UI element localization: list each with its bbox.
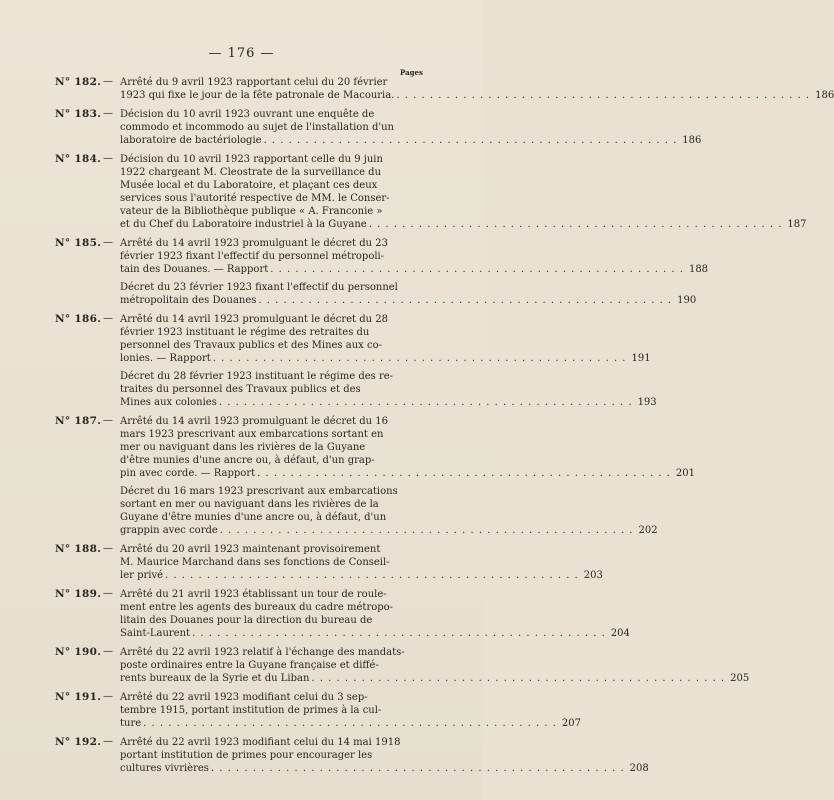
entry-text: litain des Douanes pour la direction du bureau de <box>120 615 373 626</box>
entry-sub-decree <box>120 370 657 409</box>
entry-line <box>120 108 430 121</box>
index-entry <box>0 543 603 582</box>
entry-body <box>120 543 603 582</box>
leader-dots: . . . . . . . . . . . . . . . . . . . . . . . . . . . . . . . . . . . . . . . . . . . . . . . . . . <box>311 673 726 684</box>
entry-text: mars 1923 prescrivant aux embarcations sortant en <box>120 429 384 440</box>
leader-dots: . . . . . . . . . . . . . . . . . . . . . . . . . . . . . . . . . . . . . . . . . . . . . . . . . . <box>258 295 673 306</box>
entry-body <box>120 76 834 102</box>
entry-text: Décision du 10 avril 1923 ouvrant une enquête de <box>120 109 375 120</box>
entry-text: Arrêté du 21 avril 1923 établissant un tour de roule- <box>120 589 387 600</box>
page-reference: 186 <box>682 135 702 146</box>
entry-number: N° 186. <box>55 313 102 325</box>
page-number: — 176 — <box>208 46 275 61</box>
page-reference: 204 <box>610 628 630 639</box>
entry-line <box>120 614 430 627</box>
leader-dots: . . . . . . . . . . . . . . . . . . . . . . . . . . . . . . . . . . . . . . . . . . . . . . . . . . <box>219 525 634 536</box>
index-entry <box>0 588 630 640</box>
entry-line <box>120 556 430 569</box>
entry-text: Mines aux colonies <box>120 397 217 408</box>
entry-line <box>120 524 658 537</box>
entry-text: personnel des Travaux publics et des Mines aux co- <box>120 340 382 351</box>
entry-line <box>120 192 430 205</box>
entry-line <box>120 153 430 166</box>
entry-line <box>120 76 430 89</box>
entry-text: Arrêté du 14 avril 1923 promulguant le décret du 16 <box>120 416 388 427</box>
entry-text: cultures vivrières <box>120 763 209 774</box>
entry-dash: — <box>103 108 113 119</box>
entry-line <box>120 166 430 179</box>
entry-line <box>120 428 430 441</box>
leader-dots: . . . . . . . . . . . . . . . . . . . . . . . . . . . . . . . . . . . . . . . . . . . . . . . . . . <box>165 570 579 581</box>
page-reference: 191 <box>631 353 651 364</box>
entry-text: pin avec corde. — Rapport <box>120 468 256 479</box>
page-reference: 208 <box>629 763 649 774</box>
entry-text: février 1923 instituant le régime des retraites du <box>120 327 370 338</box>
entry-text: commodo et incommodo au sujet de l'installation d'un <box>120 122 394 133</box>
entry-number: N° 192. <box>55 736 102 748</box>
page-reference: 207 <box>561 718 581 729</box>
entry-text: Décision du 10 avril 1923 rapportant celle du 9 juin <box>120 154 383 165</box>
entry-text: services sous l'autorité respective de MM. le Conser- <box>120 193 390 204</box>
index-entry <box>0 646 750 685</box>
entry-number: N° 182. <box>55 76 102 88</box>
entry-line <box>120 749 430 762</box>
entry-number: N° 190. <box>55 646 102 658</box>
entry-text: grappin avec corde <box>120 525 218 536</box>
entry-line <box>120 659 430 672</box>
index-entry <box>0 415 695 537</box>
entry-body <box>120 237 709 276</box>
entry-dash: — <box>103 237 113 248</box>
page-reference: 187 <box>787 219 807 230</box>
leader-dots: . . . . . . . . . . . . . . . . . . . . . . . . . . . . . . . . . . . . . . . . . . . . . . . . . . <box>192 628 606 639</box>
entry-line <box>120 691 430 704</box>
entry-text: d'être munies d'une ancre ou, à défaut, d'un grap- <box>120 455 375 466</box>
entry-line <box>120 441 430 454</box>
leader-dots: . . . . . . . . . . . . . . . . . . . . . . . . . . . . . . . . . . . . . . . . . . . . . . . . . . <box>263 135 678 146</box>
entry-line <box>120 762 649 775</box>
entry-line <box>120 704 430 717</box>
entry-dash: — <box>103 313 113 324</box>
leader-dots: . . . . . . . . . . . . . . . . . . . . . . . . . . . . . . . . . . . . . . . . . . . . . . . . . . <box>270 264 684 275</box>
entry-dash: — <box>103 153 113 164</box>
entry-number: N° 188. <box>55 543 102 555</box>
index-entry <box>0 313 657 409</box>
entry-body <box>120 588 630 640</box>
entry-line <box>120 672 750 685</box>
entry-line <box>120 467 695 480</box>
entry-line <box>120 588 430 601</box>
entry-line <box>120 121 430 134</box>
entry-line <box>120 383 430 396</box>
entry-text: vateur de la Bibliothèque publique « A. Franconie » <box>120 206 383 217</box>
entry-line <box>120 485 430 498</box>
entry-dash: — <box>103 543 113 554</box>
entry-text: mer ou naviguant dans les rivières de la Guyane <box>120 442 366 453</box>
entry-number: N° 191. <box>55 691 102 703</box>
entry-dash: — <box>103 588 113 599</box>
leader-dots: . . . . . . . . . . . . . . . . . . . . . . . . . . . . . . . . . . . . . . . . . . . . . . . . . . <box>212 353 627 364</box>
page-reference: 203 <box>583 570 603 581</box>
entry-number: N° 187. <box>55 415 102 427</box>
entry-text: ler privé <box>120 570 164 581</box>
entry-text: M. Maurice Marchand dans ses fonctions de Conseil- <box>120 557 390 568</box>
entry-line <box>120 396 657 409</box>
entry-line <box>120 281 430 294</box>
entry-text: et du Chef du Laboratoire industriel à la Guyane <box>120 219 367 230</box>
entry-line <box>120 543 430 556</box>
entry-text: Arrêté du 22 avril 1923 relatif à l'échange des mandats- <box>120 647 405 658</box>
entry-line <box>120 339 430 352</box>
entry-dash: — <box>103 415 113 426</box>
entry-line <box>120 263 709 276</box>
entry-body <box>120 691 581 730</box>
entry-dash: — <box>103 736 113 747</box>
entry-line <box>120 250 430 263</box>
entry-text: tain des Douanes. — Rapport <box>120 264 269 275</box>
entry-text: Musée local et du Laboratoire, et plaçant ces deux <box>120 180 378 191</box>
leader-dots: . . . . . . . . . . . . . . . . . . . . . . . . . . . . . . . . . . . . . . . . . . . . . . . . . . <box>396 90 811 101</box>
entry-line <box>120 454 430 467</box>
page-reference: 186 <box>815 90 834 101</box>
entry-text: février 1923 fixant l'effectif du personnel métropoli- <box>120 251 385 262</box>
entry-line <box>120 627 630 640</box>
entry-text: Décret du 28 février 1923 instituant le régime des re- <box>120 371 394 382</box>
entry-line <box>120 646 430 659</box>
entry-text: laboratoire de bactériologie <box>120 135 262 146</box>
entry-line <box>120 717 581 730</box>
page-reference: 205 <box>730 673 750 684</box>
entry-text: traites du personnel des Travaux publics et des <box>120 384 361 395</box>
entry-line <box>120 89 834 102</box>
entry-line <box>120 511 430 524</box>
index-entries <box>0 76 834 781</box>
entry-text: Décret du 23 février 1923 fixant l'effectif du personnel <box>120 282 398 293</box>
entry-text: Arrêté du 22 avril 1923 modifiant celui du 3 sep- <box>120 692 368 703</box>
entry-text: métropolitain des Douanes <box>120 295 257 306</box>
entry-line <box>120 179 430 192</box>
pages-column-label: Pages <box>400 68 423 77</box>
page-reference: 202 <box>638 525 658 536</box>
entry-sub-decree <box>120 485 658 537</box>
index-entry <box>0 76 834 102</box>
entry-dash: — <box>103 646 113 657</box>
entry-number: N° 183. <box>55 108 102 120</box>
entry-dash: — <box>103 76 113 87</box>
leader-dots: . . . . . . . . . . . . . . . . . . . . . . . . . . . . . . . . . . . . . . . . . . . . . . . . . . <box>210 763 625 774</box>
entry-text: ment entre les agents des bureaux du cadre métropo- <box>120 602 394 613</box>
entry-text: Arrêté du 14 avril 1923 promulguant le décret du 23 <box>120 238 388 249</box>
page-reference: 201 <box>675 468 695 479</box>
entry-line <box>120 352 651 365</box>
entry-text: rents bureaux de la Syrie et du Liban <box>120 673 310 684</box>
entry-line <box>120 313 430 326</box>
entry-number: N° 184. <box>55 153 102 165</box>
entry-body <box>120 313 651 365</box>
entry-text: sortant en mer ou naviguant dans les rivières de la <box>120 499 379 510</box>
entry-line <box>120 498 430 511</box>
entry-text: tembre 1915, portant institution de primes à la cul- <box>120 705 382 716</box>
page-reference: 193 <box>637 397 657 408</box>
entry-text: 1922 chargeant M. Cleostrate de la surveillance du <box>120 167 382 178</box>
entry-number: N° 189. <box>55 588 102 600</box>
index-entry <box>0 736 649 775</box>
entry-number: N° 185. <box>55 237 102 249</box>
index-entry <box>0 153 807 231</box>
entry-body <box>120 415 695 480</box>
leader-dots: . . . . . . . . . . . . . . . . . . . . . . . . . . . . . . . . . . . . . . . . . . . . . . . . . . <box>257 468 671 479</box>
entry-line <box>120 134 702 147</box>
entry-line <box>120 326 430 339</box>
entry-body <box>120 153 807 231</box>
entry-line <box>120 370 430 383</box>
leader-dots: . . . . . . . . . . . . . . . . . . . . . . . . . . . . . . . . . . . . . . . . . . . . . . . . . . <box>143 718 557 729</box>
entry-text: ture <box>120 718 142 729</box>
leader-dots: . . . . . . . . . . . . . . . . . . . . . . . . . . . . . . . . . . . . . . . . . . . . . . . . . . <box>218 397 633 408</box>
entry-line <box>120 736 430 749</box>
leader-dots: . . . . . . . . . . . . . . . . . . . . . . . . . . . . . . . . . . . . . . . . . . . . . . . . . . <box>368 219 783 230</box>
index-entry <box>0 108 702 147</box>
entry-line <box>120 294 697 307</box>
page-reference: 188 <box>688 264 709 275</box>
entry-body <box>120 108 702 147</box>
entry-line <box>120 218 807 231</box>
entry-line <box>120 415 430 428</box>
entry-text: poste ordinaires entre la Guyane française et diffé- <box>120 660 379 671</box>
entry-text: Arrêté du 22 avril 1923 modifiant celui du 14 mai 1918 <box>120 737 401 748</box>
entry-text: portant institution de primes pour encourager les <box>120 750 373 761</box>
entry-text: Arrêté du 20 avril 1923 maintenant provisoirement <box>120 544 381 555</box>
entry-body <box>120 646 750 685</box>
entry-text: Arrêté du 9 avril 1923 rapportant celui du 20 février <box>120 77 388 88</box>
entry-text: Arrêté du 14 avril 1923 promulguant le décret du 28 <box>120 314 388 325</box>
entry-body <box>120 736 649 775</box>
entry-text: Guyane d'être munies d'une ancre ou, à défaut, d'un <box>120 512 387 523</box>
entry-line <box>120 601 430 614</box>
entry-text: Saint-Laurent <box>120 628 191 639</box>
index-entry <box>0 237 709 307</box>
entry-dash: — <box>103 691 113 702</box>
entry-text: Décret du 16 mars 1923 prescrivant aux embarcations <box>120 486 398 497</box>
entry-text: lonies. — Rapport <box>120 353 211 364</box>
index-entry <box>0 691 581 730</box>
entry-line <box>120 569 603 582</box>
entry-sub-decree <box>120 281 697 307</box>
entry-line <box>120 205 430 218</box>
entry-text: 1923 qui fixe le jour de la fête patronale de Macouria. <box>120 90 395 101</box>
page-reference: 190 <box>677 295 697 306</box>
entry-line <box>120 237 430 250</box>
